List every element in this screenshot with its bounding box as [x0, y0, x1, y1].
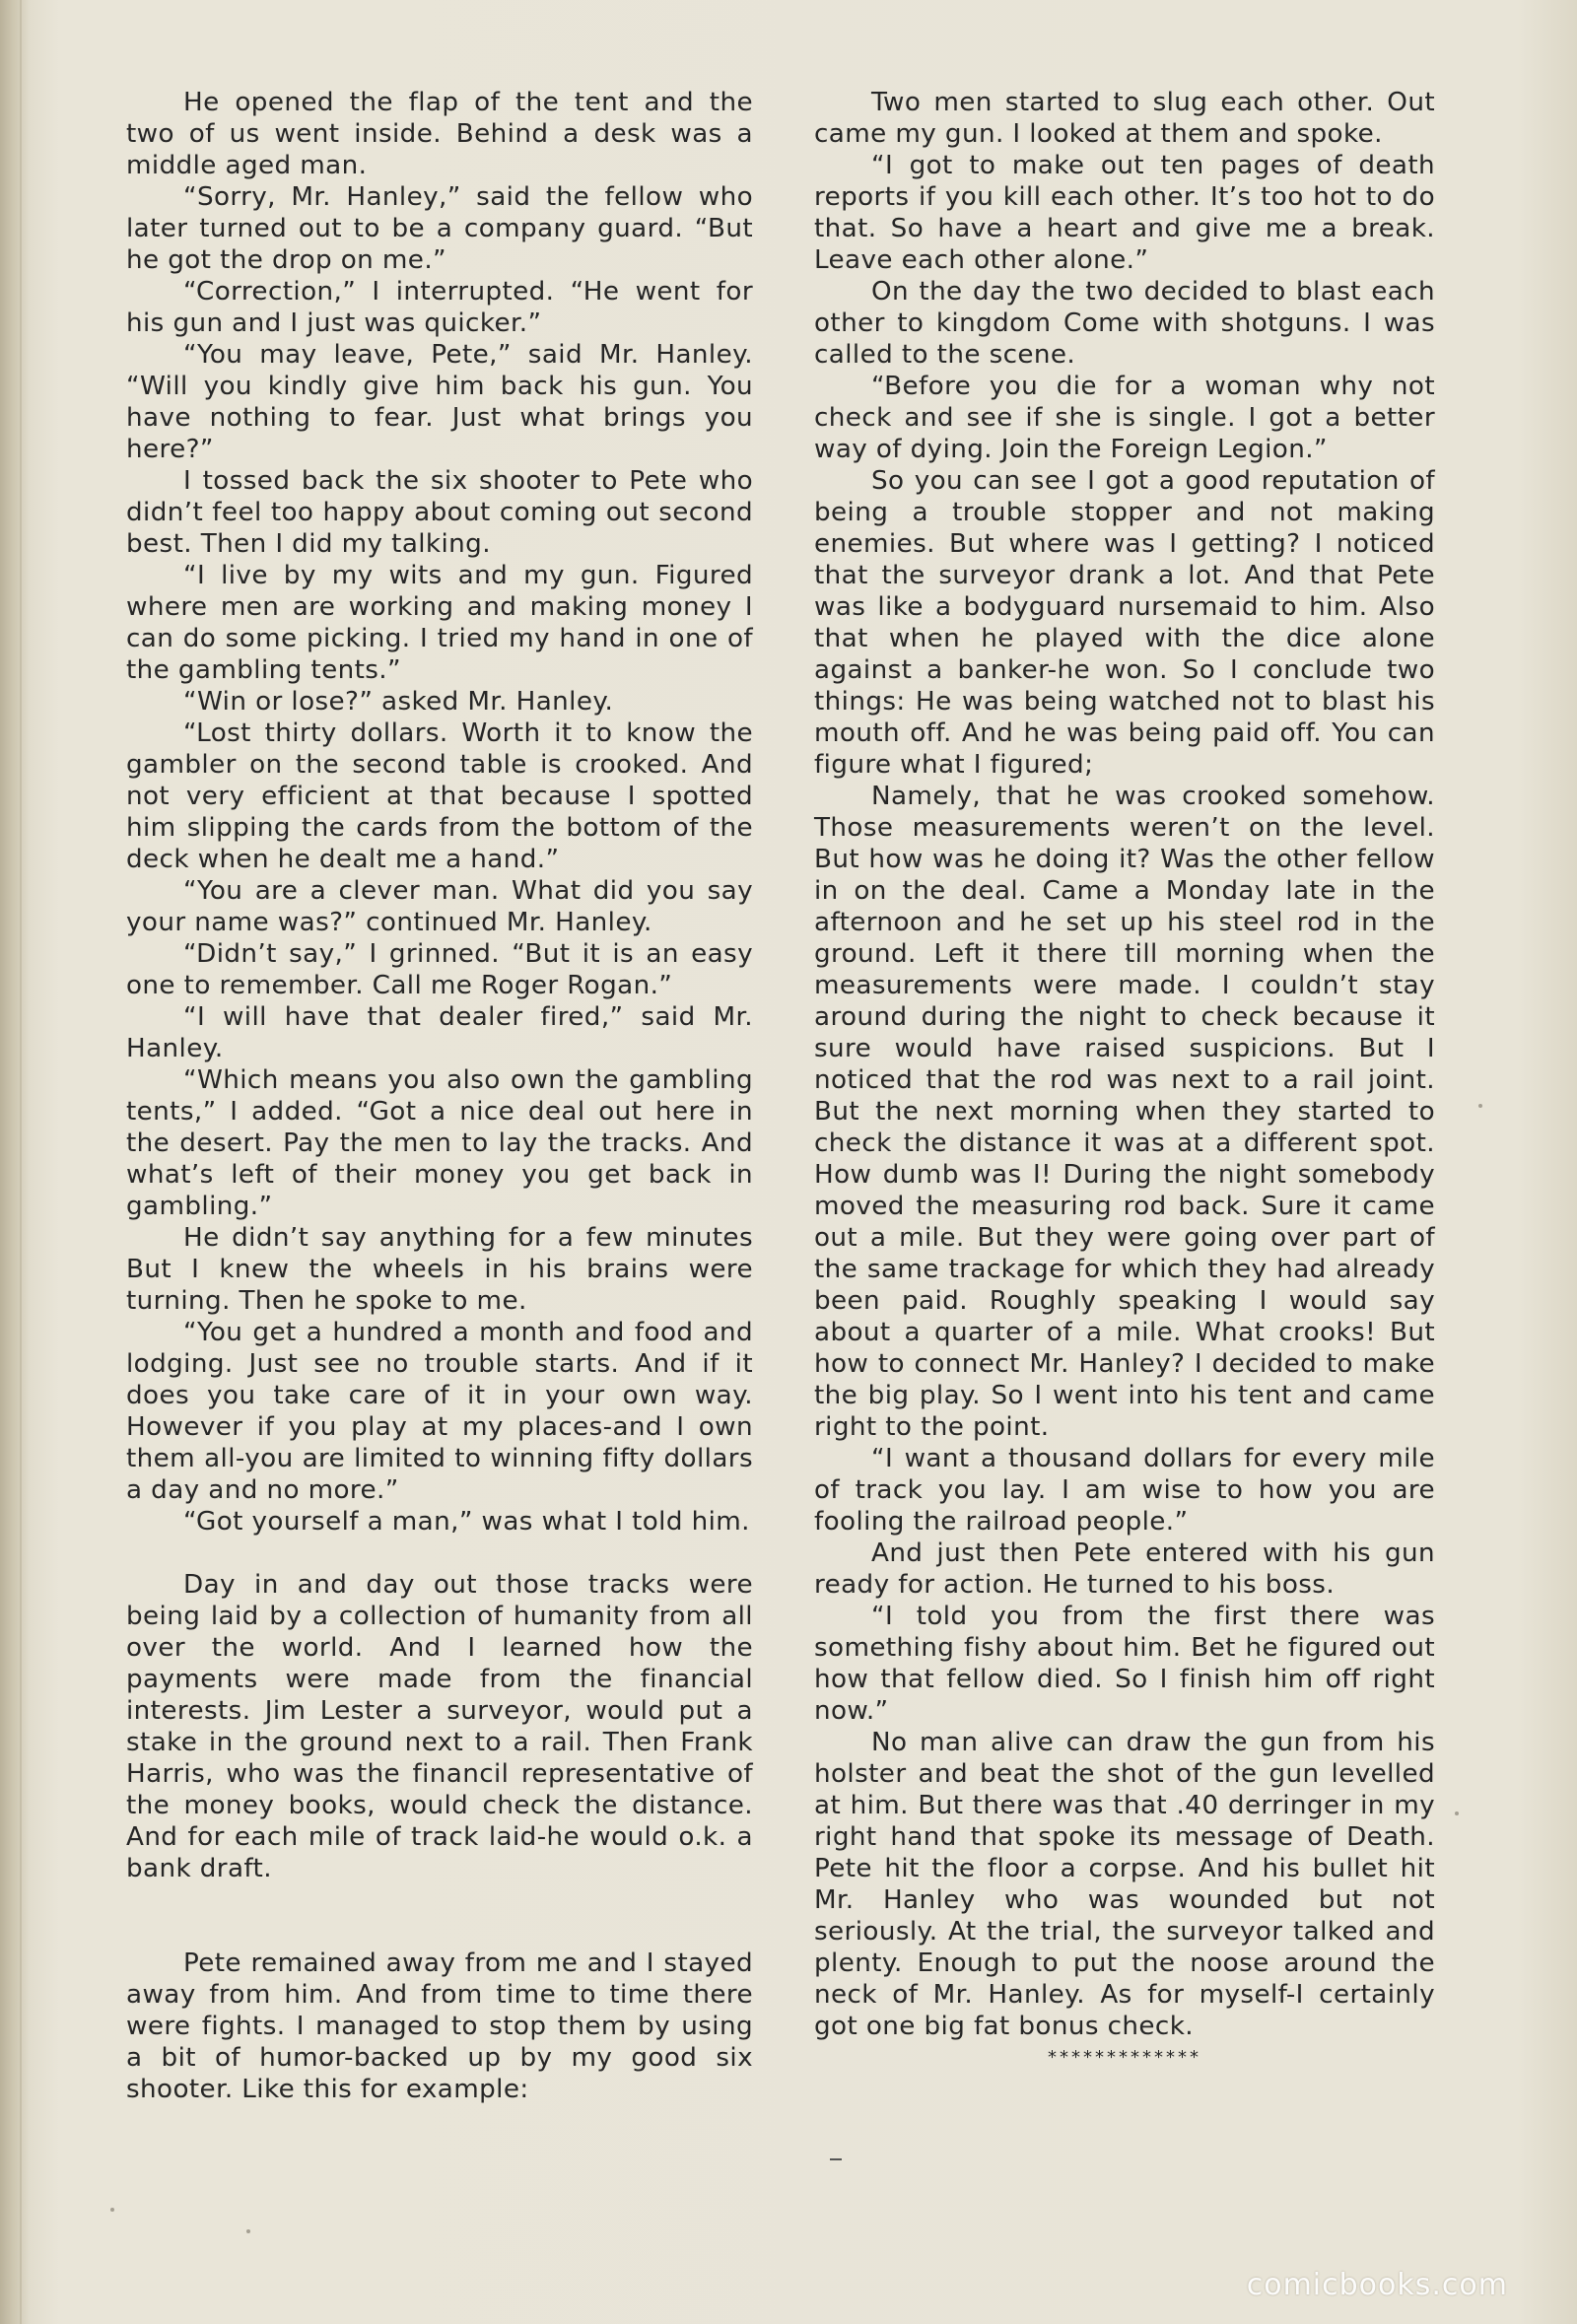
paragraph: “I want a thousand dollars for every mile of track you lay. I am wise to how you are fooling the railroad people.” [814, 1444, 1435, 1537]
paragraph: So you can see I got a good reputation of being a trouble stopper and not making enemies. But where was I getting? I noticed that the surveyor drank a lot. And that Pete was like a bodyguard nursemaid to him. Also that when he played with the dice alone against a banker-he won. So I conclude two things: He was being watched not to blast his mouth off. And he was being paid off. You can figure what I figured; [814, 466, 1435, 780]
page-binding-edge [0, 0, 30, 2324]
paragraph: Day in and day out those tracks were being laid by a collection of humanity from all over the world. And I learned how the payments were made from the financial interests. Jim Lester a surveyor, would put a stake in the ground next to a rail. Then Frank Harris, who was the financil representative of the money books, would check the distance. And for each mile of track laid-he would o.k. a bank draft. [126, 1570, 753, 1883]
right-text-column [814, 87, 1435, 2074]
paragraph: I tossed back the six shooter to Pete who didn’t feel too happy about coming out second best. Then I did my talking. [126, 466, 753, 559]
paragraph: “Which means you also own the gambling tents,” I added. “Got a nice deal out here in the desert. Pay the men to lay the tracks. And what’s left of their money you get back in gambling.” [126, 1065, 753, 1221]
paragraph: “I got to make out ten pages of death reports if you kill each other. It’s too hot to do that. So have a heart and give me a break. Leave each other alone.” [814, 151, 1435, 275]
paragraph: He didn’t say anything for a few minutes But I knew the wheels in his brains were turning. Then he spoke to me. [126, 1223, 753, 1316]
paper-speck [110, 2208, 114, 2212]
paragraph: “I will have that dealer fired,” said Mr. Hanley. [126, 1002, 753, 1063]
print-mark [830, 2158, 842, 2160]
paragraph: “Sorry, Mr. Hanley,” said the fellow who later turned out to be a company guard. “But he got the drop on me.” [126, 182, 753, 275]
paragraph: Two men started to slug each other. Out came my gun. I looked at them and spoke. [814, 88, 1435, 149]
watermark: comicbooks.com [1246, 2268, 1508, 2302]
paper-speck [1478, 1104, 1482, 1108]
paper-speck [1455, 1811, 1459, 1815]
paragraph: And just then Pete entered with his gun ready for action. He turned to his boss. [814, 1538, 1435, 1600]
left-text-column [126, 87, 753, 2105]
paragraph: “Got yourself a man,” was what I told him. [183, 1507, 750, 1537]
paragraph: “Win or lose?” asked Mr. Hanley. [183, 687, 614, 717]
paragraph: “You get a hundred a month and food and lodging. Just see no trouble starts. And if it does you take care of it in your own way. However if you play at my places-and I own them all-you are limited to winning fifty dollars a day and no more.” [126, 1318, 753, 1505]
paragraph: No man alive can draw the gun from his holster and beat the shot of the gun levelled at him. But there was that .40 derringer in my right hand that spoke its message of Death. Pete hit the floor a corpse. And his bullet hit Mr. Hanley who was wounded but not seriously. At the trial, the surveyor talked and plenty. Enough to put the noose around the neck of Mr. Hanley. As for myself-I certainly got one big fat bonus check. [814, 1728, 1435, 2041]
binding-crease [20, 0, 22, 2324]
paragraph: Pete remained away from me and I stayed away from him. And from time to time there were fights. I managed to stop them by using a bit of humor-backed up by my good six shooter. Like this for example: [126, 1948, 753, 2104]
paragraph: “I told you from the first there was something fishy about him. Bet he figured out how that fellow died. So I finish him off right now.” [814, 1602, 1435, 1726]
paragraph: “Correction,” I interrupted. “He went for his gun and I just was quicker.” [126, 277, 753, 338]
paragraph: “Didn’t say,” I grinned. “But it is an easy one to remember. Call me Roger Rogan.” [126, 939, 753, 1000]
paragraph: “Lost thirty dollars. Worth it to know the gambler on the second table is crooked. And not very efficient at that because I spotted him slipping the cards from the bottom of the deck when he dealt me a hand.” [126, 718, 753, 874]
paper-speck [246, 2229, 250, 2233]
paragraph: “You may leave, Pete,” said Mr. Hanley. “Will you kindly give him back his gun. You have nothing to fear. Just what brings you here?” [126, 340, 753, 464]
paragraph: Namely, that he was crooked somehow. Those measurements weren’t on the level. But how was he doing it? Was the other fellow in on the deal. Came a Monday late in the afternoon and he set up his steel rod in the ground. Left it there till morning when the measurements were made. I couldn’t stay around during the night to check because it sure would have raised suspicions. But I noticed that the rod was next to a rail joint. But the next morning when they started to check the distance it was at a different spot. How dumb was I! During the night somebody moved the measuring rod back. Sure it came out a mile. But they were going over part of the same trackage for which they had already been paid. Roughly speaking I would say about a quarter of a mile. What crooks! But how to connect Mr. Hanley? I decided to make the big play. So I went into his tent and came right to the point. [814, 782, 1435, 1442]
paragraph: “You are a clever man. What did you say your name was?” continued Mr. Hanley. [126, 876, 753, 937]
paragraph: “I live by my wits and my gun. Figured where men are working and making money I can do some picking. I tried my hand in one of the gambling tents.” [126, 561, 753, 685]
paragraph: On the day the two decided to blast each other to kingdom Come with shotguns. I was called to the scene. [814, 277, 1435, 370]
paragraph: He opened the flap of the tent and the two of us went inside. Behind a desk was a middle aged man. [126, 88, 753, 180]
paragraph: “Before you die for a woman why not check and see if she is single. I got a better way of dying. Join the Foreign Legion.” [814, 372, 1435, 464]
section-separator: ************* [1048, 2047, 1201, 2068]
